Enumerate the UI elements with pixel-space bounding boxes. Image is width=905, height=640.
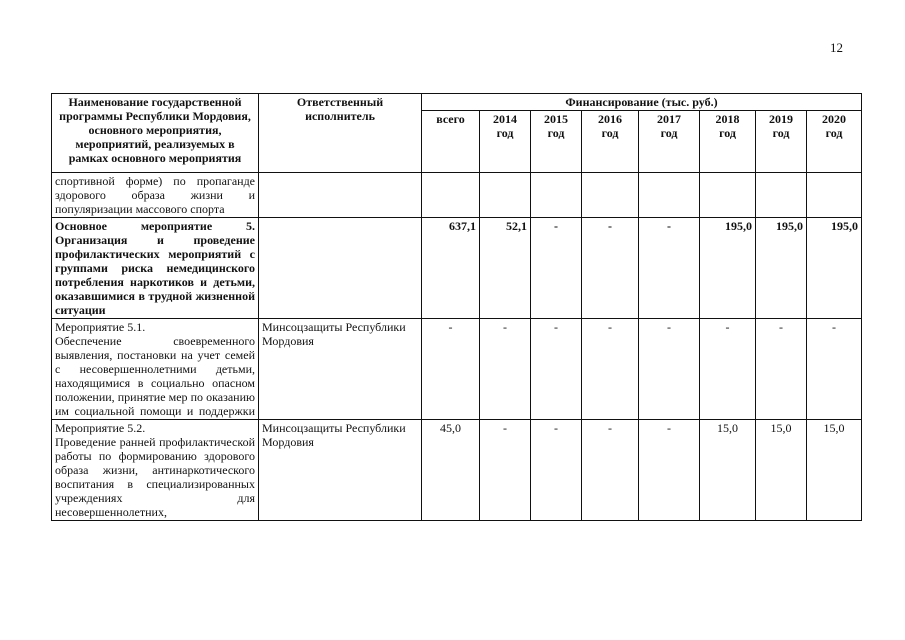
value-2017: - (639, 319, 700, 420)
table-row (52, 319, 862, 420)
row-executor: Минсоцзащиты Республики Мордовия (259, 319, 422, 420)
header-year-2020: 2020 год (807, 111, 862, 173)
header-name-column: Наименование государственной программы Республики Мордовия, основного мероприятия, мероприятий, реализуемых в рамках основного мероприятия (52, 94, 259, 173)
value-2014: - (480, 420, 531, 521)
page-number: 12 (830, 40, 843, 55)
value-2016: - (582, 218, 639, 319)
header-year-2017: 2017 год (639, 111, 700, 173)
row-name: Обеспечение своевременного выявления, постановки на учет семей с несовершеннолетними детьми, находящимися в социально опасном положении, принятие мер по оказанию им социальной помощи и поддержки (55, 334, 255, 418)
value-2014: 52,1 (480, 218, 531, 319)
value-2020: 15,0 (807, 420, 862, 521)
table-row (52, 420, 862, 521)
value-2017: - (639, 420, 700, 521)
value-total: 637,1 (422, 218, 480, 319)
row-title: Мероприятие 5.2. (55, 421, 146, 435)
value-2016 (582, 173, 639, 218)
value-total: 45,0 (422, 420, 480, 521)
header-year-2015: 2015 год (531, 111, 582, 173)
value-2014: - (480, 319, 531, 420)
row-name: Проведение ранней профилактической работы по формированию здорового образа жизни, антинаркотического воспитания в специализированных учреждениях для несовершеннолетних, (55, 435, 255, 519)
value-2017 (639, 173, 700, 218)
row-name: спортивной форме) по пропаганде здорового образа жизни и популяризации массового спорта (52, 173, 259, 218)
header-year-2014: 2014 год (480, 111, 531, 173)
value-2015 (531, 173, 582, 218)
value-2015: - (531, 420, 582, 521)
value-2018: - (700, 319, 756, 420)
financing-table (51, 93, 862, 521)
value-2015: - (531, 319, 582, 420)
row-executor: Минсоцзащиты Республики Мордовия (259, 420, 422, 521)
value-2020: 195,0 (807, 218, 862, 319)
header-total: всего (422, 111, 480, 173)
value-2019: 15,0 (756, 420, 807, 521)
table-row (52, 218, 862, 319)
header-year-2019: 2019 год (756, 111, 807, 173)
header-year-2016: 2016 год (582, 111, 639, 173)
row-executor (259, 218, 422, 319)
value-total (422, 173, 480, 218)
row-executor (259, 173, 422, 218)
value-2016: - (582, 319, 639, 420)
value-2019: - (756, 319, 807, 420)
header-year-2018: 2018 год (700, 111, 756, 173)
row-name: Основное мероприятие 5. Организация и проведение профилактических мероприятий с группами риска немедицинского потребления наркотиков и детьми, оказавшимися в трудной жизненной ситуации (52, 218, 259, 319)
value-2015: - (531, 218, 582, 319)
value-2019: 195,0 (756, 218, 807, 319)
header-executor-column: Ответственный исполнитель (259, 94, 422, 173)
header-financing: Финансирование (тыс. руб.) (422, 94, 862, 111)
value-2014 (480, 173, 531, 218)
value-total: - (422, 319, 480, 420)
row-name-cell (52, 319, 259, 420)
row-name-cell (52, 420, 259, 521)
value-2016: - (582, 420, 639, 521)
row-title: Мероприятие 5.1. (55, 320, 146, 334)
value-2018 (700, 173, 756, 218)
value-2018: 15,0 (700, 420, 756, 521)
header-row-top (52, 94, 862, 111)
table-row (52, 173, 862, 218)
value-2017: - (639, 218, 700, 319)
value-2020: - (807, 319, 862, 420)
value-2019 (756, 173, 807, 218)
value-2020 (807, 173, 862, 218)
value-2018: 195,0 (700, 218, 756, 319)
